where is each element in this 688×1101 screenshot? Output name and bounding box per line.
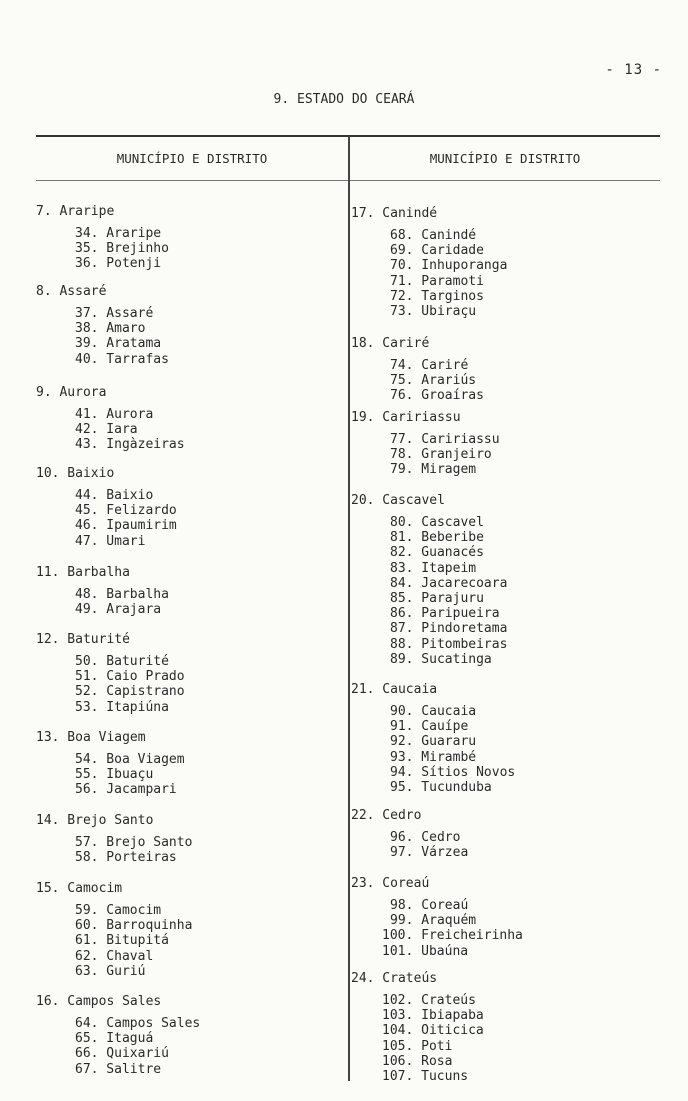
distrito-item: 100. Freicheirinha <box>382 928 523 944</box>
distrito-item: 56. Jacampari <box>75 782 177 798</box>
distrito-item: 88. Pitombeiras <box>390 636 508 652</box>
distrito-item: 90. Caucaia <box>390 704 477 719</box>
distrito-item: 43. Ingàzeiras <box>75 437 185 453</box>
document-title: 9. ESTADO DO CEARÁ <box>273 92 415 107</box>
distrito-item: 76. Groaíras <box>390 388 484 404</box>
distrito-item: 95. Tucunduba <box>390 780 492 795</box>
distrito-item: 89. Sucatinga <box>390 651 492 667</box>
distrito-item: 102. Crateús <box>382 993 476 1008</box>
distrito-item: 51. Caio Prado <box>75 669 185 685</box>
distrito-item: 71. Paramoti <box>390 273 484 289</box>
municipio-title: 10. Baixio <box>36 466 115 481</box>
column-header-right: MUNICÍPIO E DISTRITO <box>429 151 581 166</box>
municipio-title: 16. Campos Sales <box>36 994 162 1009</box>
municipio-title: 11. Barbalha <box>36 565 130 580</box>
municipio-title: 9. Aurora <box>36 385 107 400</box>
municipio-title: 17. Canindé <box>351 206 438 221</box>
distrito-item: 42. Iara <box>75 422 138 438</box>
municipio-title: 21. Caucaia <box>351 682 438 697</box>
municipio-title: 23. Coreaú <box>351 876 430 891</box>
distrito-item: 87. Pindoretama <box>390 621 508 637</box>
distrito-item: 55. Ibuaçu <box>75 767 154 783</box>
municipio-title: 24. Crateús <box>351 971 438 986</box>
distrito-item: 47. Umari <box>75 533 146 549</box>
distrito-item: 80. Cascavel <box>390 515 484 530</box>
distrito-item: 78. Granjeiro <box>390 447 492 463</box>
distrito-item: 83. Itapeim <box>390 560 477 576</box>
distrito-item: 86. Paripueira <box>390 606 500 622</box>
distrito-item: 97. Várzea <box>390 845 469 861</box>
distrito-item: 65. Itaguá <box>75 1031 154 1047</box>
distrito-item: 39. Aratama <box>75 336 162 352</box>
distrito-item: 104. Oiticica <box>382 1023 484 1039</box>
distrito-item: 84. Jacarecoara <box>390 575 508 591</box>
distrito-item: 57. Brejo Santo <box>75 835 193 850</box>
distrito-item: 91. Cauípe <box>390 719 469 735</box>
distrito-item: 93. Mirambé <box>390 749 477 765</box>
distrito-item: 72. Targinos <box>390 288 484 304</box>
municipio-title: 7. Araripe <box>36 204 115 219</box>
municipio-title: 15. Camocim <box>36 881 123 896</box>
municipio-title: 22. Cedro <box>351 808 422 823</box>
distrito-item: 60. Barroquinha <box>75 918 193 934</box>
municipio-title: 19. Caririassu <box>351 410 461 425</box>
distrito-item: 73. Ubiraçu <box>390 304 477 319</box>
distrito-item: 53. Itapiúna <box>75 699 169 715</box>
column-divider <box>348 136 350 1081</box>
distrito-item: 34. Araripe <box>75 226 162 241</box>
distrito-item: 38. Amaro <box>75 321 146 337</box>
distrito-item: 48. Barbalha <box>75 587 169 602</box>
distrito-item: 82. Guanacés <box>390 545 484 561</box>
distrito-item: 101. Ubaúna <box>382 943 469 959</box>
distrito-item: 75. Arariús <box>390 373 477 389</box>
distrito-item: 52. Capistrano <box>75 684 185 700</box>
distrito-item: 50. Baturité <box>75 654 169 669</box>
distrito-item: 41. Aurora <box>75 407 154 422</box>
distrito-item: 105. Poti <box>382 1038 453 1054</box>
distrito-item: 69. Caridade <box>390 243 484 259</box>
distrito-item: 99. Araquém <box>390 913 477 929</box>
distrito-item: 54. Boa Viagem <box>75 752 185 767</box>
municipio-title: 12. Baturité <box>36 632 130 647</box>
distrito-item: 58. Porteiras <box>75 850 177 866</box>
municipio-title: 18. Cariré <box>351 336 430 351</box>
distrito-item: 103. Ibiapaba <box>382 1008 484 1024</box>
distrito-item: 59. Camocim <box>75 903 162 918</box>
municipio-title: 20. Cascavel <box>351 493 445 508</box>
page-number: - 13 - <box>605 62 662 78</box>
distrito-item: 94. Sítios Novos <box>390 764 516 780</box>
distrito-item: 37. Assaré <box>75 306 154 321</box>
distrito-item: 49. Arajara <box>75 602 162 618</box>
distrito-item: 77. Caririassu <box>390 432 500 447</box>
distrito-item: 67. Salitre <box>75 1061 162 1077</box>
distrito-item: 92. Guararu <box>390 734 477 750</box>
distrito-item: 98. Coreaú <box>390 898 469 913</box>
distrito-item: 62. Chaval <box>75 948 154 964</box>
distrito-item: 66. Quixariú <box>75 1046 169 1062</box>
distrito-item: 36. Potenji <box>75 256 162 272</box>
distrito-item: 46. Ipaumirim <box>75 518 177 534</box>
distrito-item: 45. Felizardo <box>75 503 177 519</box>
distrito-item: 40. Tarrafas <box>75 351 169 367</box>
distrito-item: 68. Canindé <box>390 228 477 243</box>
distrito-item: 81. Beberibe <box>390 530 484 546</box>
distrito-item: 74. Cariré <box>390 358 469 373</box>
distrito-item: 79. Miragem <box>390 462 477 478</box>
distrito-item: 44. Baixio <box>75 488 154 503</box>
distrito-item: 107. Tucuns <box>382 1069 469 1084</box>
municipio-title: 14. Brejo Santo <box>36 813 154 828</box>
distrito-item: 96. Cedro <box>390 830 461 845</box>
distrito-item: 64. Campos Sales <box>75 1016 201 1031</box>
distrito-item: 85. Parajuru <box>390 591 484 606</box>
municipio-title: 13. Boa Viagem <box>36 730 146 745</box>
distrito-item: 61. Bitupitá <box>75 933 169 949</box>
municipio-title: 8. Assaré <box>36 284 107 299</box>
distrito-item: 63. Guriú <box>75 963 146 979</box>
column-header-left: MUNICÍPIO E DISTRITO <box>116 151 268 166</box>
distrito-item: 35. Brejinho <box>75 241 169 257</box>
distrito-item: 70. Inhuporanga <box>390 258 508 274</box>
distrito-item: 106. Rosa <box>382 1053 453 1069</box>
